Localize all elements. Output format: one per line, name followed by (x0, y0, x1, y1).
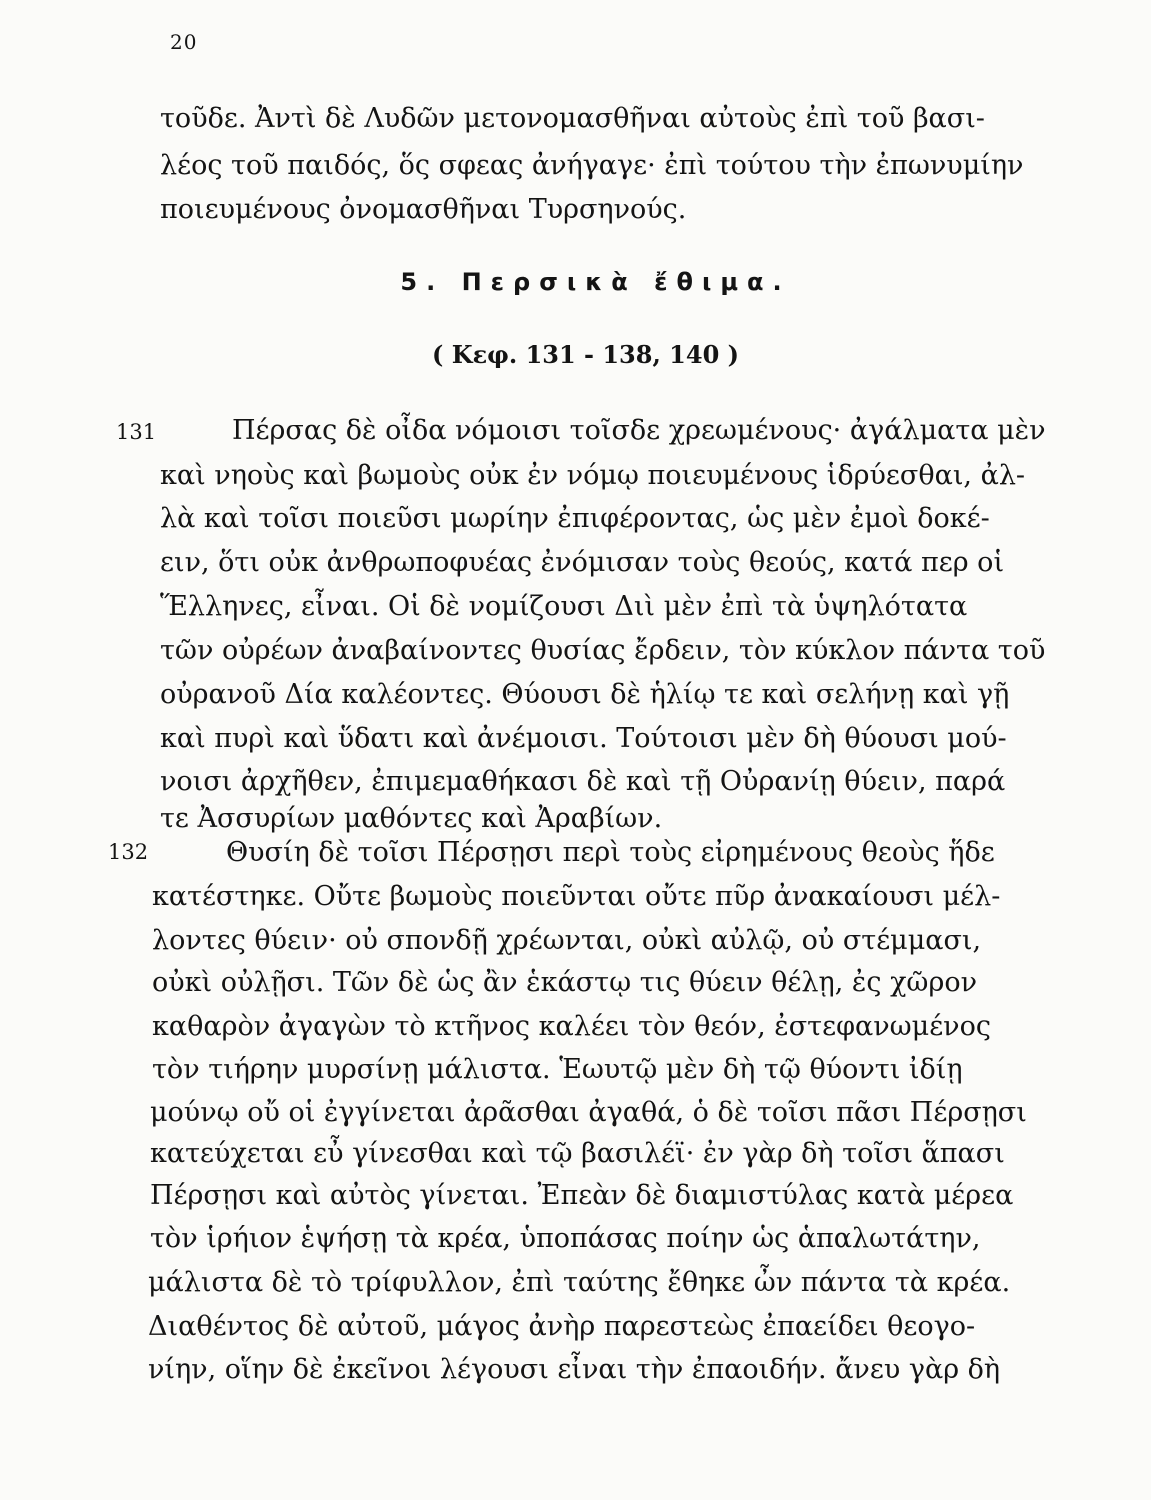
text-line: Διαθέντος δὲ αὐτοῦ, μάγος ἀνὴρ παρεστεὼς ἐπαείδει θεογο- (148, 1311, 976, 1342)
chapter-number: 131 (116, 420, 157, 444)
page-number: 20 (170, 30, 198, 54)
text-line: μάλιστα δὲ τὸ τρίφυλλον, ἐπὶ ταύτης ἔθηκε ὦν πάντα τὰ κρέα. (148, 1267, 1011, 1298)
section-title: 5. Περσικὰ ἔθιμα. (400, 268, 791, 296)
text-line: καθαρὸν ἀγαγὼν τὸ κτῆνος καλέει τὸν θεόν, ἐστεφανωμένος (152, 1011, 991, 1042)
section-reference: ( Κεφ. 131 - 138, 140 ) (432, 340, 739, 369)
text-line: τὸν ἱρήιον ἑψήσῃ τὰ κρέα, ὑποπάσας ποίην ὡς ἁπαλωτάτην, (150, 1223, 981, 1254)
text-line: λὰ καὶ τοῖσι ποιεῦσι μωρίην ἐπιφέροντας, ὡς μὲν ἐμοὶ δοκέ- (160, 503, 990, 534)
text-line: καὶ νηοὺς καὶ βωμοὺς οὐκ ἐν νόμῳ ποιευμένους ἱδρύεσθαι, ἀλ- (160, 460, 1026, 491)
text-line: οὐκὶ οὐλῇσι. Τῶν δὲ ὡς ἂν ἑκάστῳ τις θύειν θέλῃ, ἐς χῶρον (152, 967, 977, 998)
text-line: μούνῳ οὔ οἱ ἐγγίνεται ἀρᾶσθαι ἀγαθά, ὁ δὲ τοῖσι πᾶσι Πέρσῃσι (150, 1097, 1027, 1128)
text-line: τὸν τιήρην μυρσίνῃ μάλιστα. Ἑωυτῷ μὲν δὴ τῷ θύοντι ἰδίῃ (152, 1054, 963, 1085)
text-line: τοῦδε. Ἀντὶ δὲ Λυδῶν μετονομασθῆναι αὐτοὺς ἐπὶ τοῦ βασι- (160, 103, 985, 134)
text-line: νίην, οἵην δὲ ἐκεῖνοι λέγουσι εἶναι τὴν ἐπαοιδήν. ἄνευ γὰρ δὴ (148, 1354, 1001, 1385)
text-line: κατεύχεται εὖ γίνεσθαι καὶ τῷ βασιλέϊ· ἐν γὰρ δὴ τοῖσι ἅπασι (150, 1138, 1005, 1169)
text-line: ποιευμένους ὀνομασθῆναι Τυρσηνούς. (160, 194, 687, 225)
text-line: λέος τοῦ παιδός, ὅς σφεας ἀνήγαγε· ἐπὶ τούτου τὴν ἐπωνυμίην (160, 150, 1024, 181)
text-line: Πέρσας δὲ οἶδα νόμοισι τοῖσδε χρεωμένους· ἀγάλματα μὲν (232, 415, 1046, 446)
text-line: Πέρσῃσι καὶ αὐτὸς γίνεται. Ἐπεὰν δὲ διαμιστύλας κατὰ μέρεα (150, 1180, 1014, 1211)
text-line: Θυσίη δὲ τοῖσι Πέρσῃσι περὶ τοὺς εἰρημένους θεοὺς ἥδε (226, 837, 995, 868)
text-line: καὶ πυρὶ καὶ ὕδατι καὶ ἀνέμοισι. Τούτοισι μὲν δὴ θύουσι μού- (160, 723, 1007, 754)
chapter-number: 132 (108, 840, 149, 864)
text-line: οὐρανοῦ Δία καλέοντες. Θύουσι δὲ ἡλίῳ τε καὶ σελήνῃ καὶ γῇ (160, 679, 1010, 710)
text-line: τε Ἀσσυρίων μαθόντες καὶ Ἀραβίων. (160, 803, 663, 834)
text-line: Ἕλληνες, εἶναι. Οἱ δὲ νομίζουσι Διὶ μὲν ἐπὶ τὰ ὑψηλότατα (160, 591, 968, 622)
text-line: λοντες θύειν· οὐ σπονδῇ χρέωνται, οὐκὶ αὐλῷ, οὐ στέμμασι, (152, 925, 982, 956)
text-line: ειν, ὅτι οὐκ ἀνθρωποφυέας ἐνόμισαν τοὺς θεούς, κατά περ οἱ (160, 547, 1005, 578)
text-line: νοισι ἀρχῆθεν, ἐπιμεμαθήκασι δὲ καὶ τῇ Οὐρανίῃ θύειν, παρά (160, 766, 1006, 797)
text-line: τῶν οὐρέων ἀναβαίνοντες θυσίας ἔρδειν, τὸν κύκλον πάντα τοῦ (160, 635, 1046, 666)
text-line: κατέστηκε. Οὔτε βωμοὺς ποιεῦνται οὔτε πῦρ ἀνακαίουσι μέλ- (152, 881, 1001, 912)
